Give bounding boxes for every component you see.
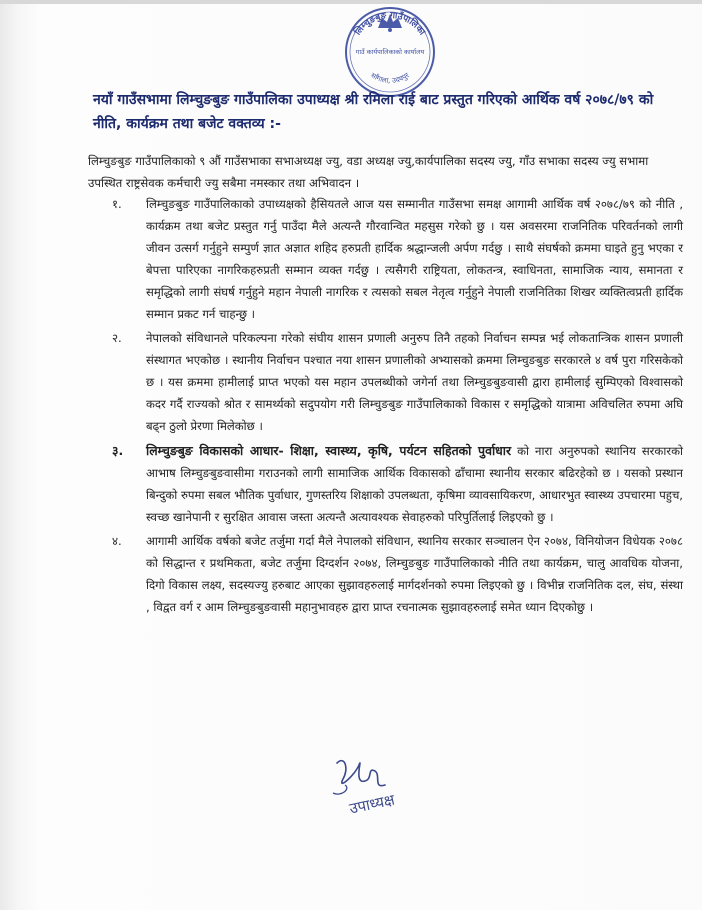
list-item-3 [108, 440, 683, 528]
signature-block [315, 745, 425, 825]
list-item-2 [108, 327, 683, 437]
numbered-items-list [108, 193, 683, 620]
seal-text-bottom: साँगाला, उदयपुर [369, 71, 411, 85]
item-text-rest: को नारा अनुरुपको स्थानिय सरकारको आभाष लिम्चुङबुङवासीमा गराउनको लागी सामाजिक आर्थिक विकासको ढाँचामा स्थानीय सरकार बढिरहेको छ । यसको प्रस्थान बिन्दुको रुपमा सबल भौतिक पुर्वाधार, गुणस्तरिय शिक्षाको उपलब्धता, कृषिमा व्यावसायिकरण, आधारभुत स्वास्थ्य उपचारमा पहुच, स्वच्छ खानेपानी र सुरक्षित आवास जस्ता अत्यन्तै अत्यावश्यक सेवाहरुको परिपुर्तिलाई लिइएको छु । [146, 444, 683, 524]
item-text: नेपालको संविधानले परिकल्पना गरेको संघीय शासन प्रणाली अनुरुप तिनै तहको निर्वाचन सम्पन्न भई लोकतान्त्रिक शासन प्रणाली संस्थागत भएकोछ । स्थानीय निर्वाचन पश्चात नया शासन प्रणालीको अभ्यासको क्रममा लिम्चुङबुङ सरकारले ४ वर्ष पुरा गरिसकेको छ । यस क्रममा हामीलाई प्राप्त भएको यस महान उपलब्धीको जगेर्ना तथा लिम्चुङबुङवासी द्वारा हामीलाई सुम्पिएको विश्वासको कदर गर्दै राज्यको श्रोत र सामर्थ्यको सदुपयोग गरी लिम्चुङबुङ गाउँपालिकाको विकास र समृद्धिको यात्रामा अविचलित रुपमा अघि बढ्न ठुलो प्रेरणा मिलेकोछ । [146, 331, 683, 433]
item-text: लिम्चुङबुङ गाउँपालिकाको उपाध्यक्षको हैसियतले आज यस सम्मानीत गाउँसभा समक्ष आगामी आर्थिक वर्ष २०७८/७९ को नीति , कार्यक्रम तथा बजेट प्रस्तुत गर्नु पाउँदा मैले अत्यन्तै गौरवान्वित महसुस गरेको छु । यस अवसरमा राजनितिक परिवर्तनको लागी जीवन उत्सर्ग गर्नुहुने सम्पुर्ण ज्ञात अज्ञात शहिद हरुप्रती हार्दिक श्रद्धान्जली अर्पण गर्दछु । साथै संघर्षको क्रममा घाइते हुनु भएका र बेपत्ता पारिएका नागरिकहरुप्रती सम्मान व्यक्त गर्दछु । त्यसैगरी राष्ट्रियता, लोकतन्त्र, स्वाधिनता, सामाजिक न्याय, समानता र समृद्धिको लागी संघर्ष गर्नुहुने महान नेपाली नागरिक र त्यसको सबल नेतृत्व गर्नुहुने नेपाली राजनितिका शिखर व्यक्तित्वप्रती हार्दिक सम्मान प्रकट गर्न चाहन्छु । [146, 197, 683, 321]
item-highlight-slogan: लिम्चुङबुङ विकासको आधार- शिक्षा, स्वास्थ्य, कृषि, पर्यटन सहितको पुर्वाधार [146, 443, 512, 458]
item-number: २. [112, 331, 122, 345]
seal-stamp-graphic [340, 2, 440, 102]
list-item-1 [108, 193, 683, 325]
item-number: १. [112, 197, 122, 211]
seal-text-mid: गाउँ कार्यपालिकाको कार्यालय [355, 48, 425, 56]
municipality-seal-stamp [340, 2, 440, 102]
item-text: आगामी आर्थिक वर्षको बजेट तर्जुमा गर्दा मैले नेपालको संविधान, स्थानिय सरकार सञ्चालन ऐन २०७४, विनियोजन विधेयक २०७८ को सिद्धान्त र प्रथमिकता, बजेट तर्जुमा दिग्दर्शन २०७४, लिम्चुङबुङ गाउँपालिकाको नीति तथा कार्यक्रम, चालु आवधिक योजना, दिगो विकास लक्ष्य, सदस्यज्यु हरुबाट आएका सुझावहरुलाई मार्गदर्शनको रुपमा लिइएको छु । विभीन्न राजनितिक दल, संघ, संस्था , विद्वत वर्ग र आम लिम्चुङबुङवासी महानुभावहरु द्वारा प्राप्त रचनात्मक सुझावहरुलाई समेत ध्यान दिएकोछु । [146, 534, 683, 614]
seal-text-top: लिम्चुङबुङ गाउँपालिका [353, 10, 427, 38]
item-text [146, 440, 683, 528]
svg-text:साँगाला, उदयपुर [369, 70, 410, 85]
signature-graphic [315, 745, 425, 825]
item-number: ४. [112, 534, 122, 548]
item-number: ३. [112, 443, 124, 458]
document-heading: नयाँ गाउँसभामा लिम्चुङबुङ गाउँपालिका उपाध्यक्ष श्री रमिला राई बाट प्रस्तुत गरिएको आर्थिक वर्ष २०७८/७९ को नीति, कार्यक्रम तथा बजेट वक्तव्य :- [93, 92, 654, 132]
list-item-4 [108, 530, 683, 618]
greeting-paragraph: लिम्चुङबुङ गाउँपालिकाको ९ औं गाउँसभाका सभाअध्यक्ष ज्यु, वडा अध्यक्ष ज्यु,कार्यपालिका सदस्य ज्यु, गाँउ सभाका सदस्य ज्यु सभामा उपस्थित राष्ट्रसेवक कर्मचारी ज्यु सबैमा नमस्कार तथा अभिवादन । [88, 154, 649, 190]
signature-title: उपाध्यक्ष [347, 790, 397, 818]
